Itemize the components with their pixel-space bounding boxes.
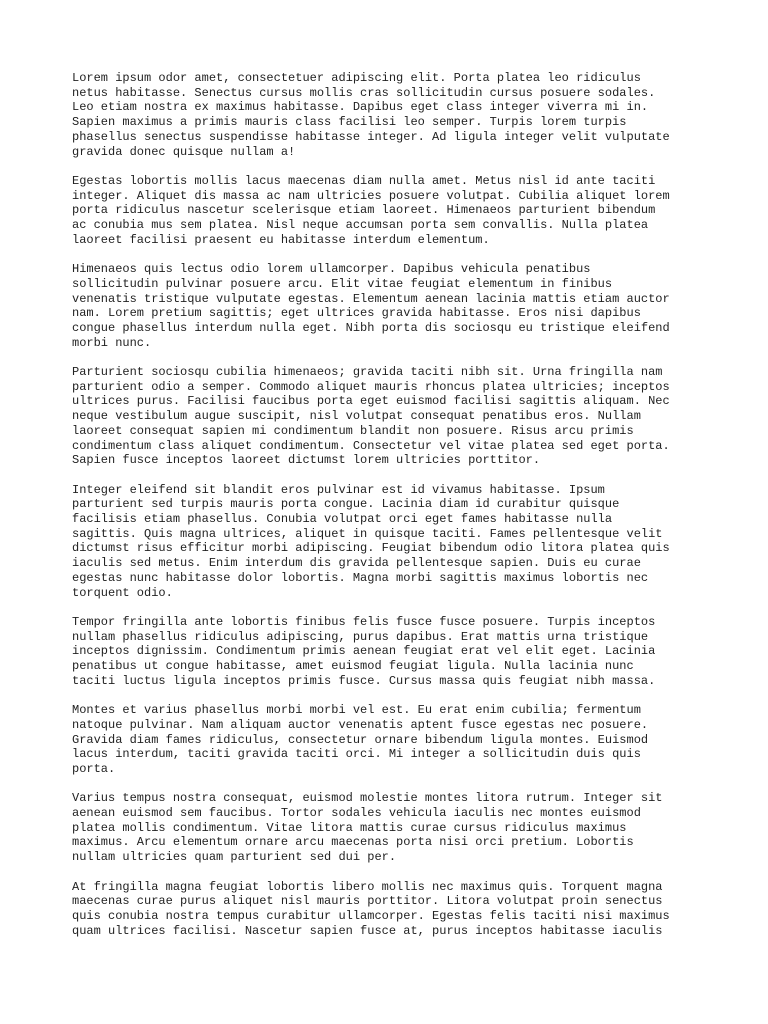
- paragraph-4: Parturient sociosqu cubilia himenaeos; gravida taciti nibh sit. Urna fringilla nam parturient odio a semper. Commodo aliquet mauris rhoncus platea ultricies; inceptos ultrices purus. Facilisi faucibus porta eget euismod facilisi sagittis aliquam. Nec neque vestibulum augue suscipit, nisl volutpat consequat penatibus eros. Nullam laoreet consequat sapien mi condimentum blandit non posuere. Risus arcu primis condimentum class aliquet condimentum. Consectetur vel vitae platea sed eget porta. Sapien fusce inceptos laoreet dictumst lorem ultricies porttitor.: [72, 365, 670, 468]
- paragraph-5: Integer eleifend sit blandit eros pulvinar est id vivamus habitasse. Ipsum parturient sed turpis mauris porta congue. Lacinia diam id curabitur quisque facilisis etiam phasellus. Conubia volutpat orci eget fames habitasse nulla sagittis. Quis magna ultrices, aliquet in quisque taciti. Fames pellentesque velit dictumst risus efficitur morbi adipiscing. Feugiat bibendum odio litora platea quis iaculis sed metus. Enim interdum dis gravida pellentesque sapien. Duis eu curae egestas nunc habitasse dolor lobortis. Magna morbi sagittis maximus lobortis nec torquent odio.: [72, 482, 670, 600]
- paragraph-3: Himenaeos quis lectus odio lorem ullamcorper. Dapibus vehicula penatibus sollicitudin pulvinar posuere arcu. Elit vitae feugiat elementum in finibus venenatis tristique vulputate egestas. Elementum aenean lacinia mattis etiam auctor nam. Lorem pretium sagittis; eget ultrices gravida habitasse. Eros nisi dapibus congue phasellus interdum nulla eget. Nibh porta dis sociosqu eu tristique eleifend morbi nunc.: [72, 262, 670, 350]
- document-page: [72, 71, 712, 953]
- paragraph-7: Montes et varius phasellus morbi morbi vel est. Eu erat enim cubilia; fermentum natoque pulvinar. Nam aliquam auctor venenatis aptent fusce egestas nec posuere. Gravida diam fames ridiculus, consectetur ornare bibendum ligula montes. Euismod lacus interdum, taciti gravida taciti orci. Mi integer a sollicitudin duis quis porta.: [72, 703, 649, 776]
- paragraph-8: Varius tempus nostra consequat, euismod molestie montes litora rutrum. Integer sit aenean euismod sem faucibus. Tortor sodales vehicula iaculis nec montes euismod platea mollis condimentum. Vitae litora mattis curae cursus ridiculus maximus maximus. Arcu elementum ornare arcu maecenas porta nisi orci pretium. Lobortis nullam ultricies quam parturient sed dui per.: [72, 791, 663, 865]
- paragraph-9: At fringilla magna feugiat lobortis libero mollis nec maximus quis. Torquent magna maecenas curae purus aliquet nisl mauris porttitor. Litora volutpat proin senectus quis conubia nostra tempus curabitur ullamcorper. Egestas felis taciti nisi maximus quam ultrices facilisi. Nascetur sapien fusce at, purus inceptos habitasse iaculis: [72, 879, 670, 938]
- paragraph-2: Egestas lobortis mollis lacus maecenas diam nulla amet. Metus nisl id ante taciti integer. Aliquet dis massa ac nam ultricies posuere volutpat. Cubilia aliquet lorem porta ridiculus nascetur scelerisque etiam laoreet. Himenaeos parturient bibendum ac conubia mus sem platea. Nisl neque accumsan porta sem convallis. Nulla platea laoreet facilisi praesent eu habitasse interdum elementum.: [72, 173, 670, 247]
- paragraph-1: Lorem ipsum odor amet, consectetuer adipiscing elit. Porta platea leo ridiculus netus habitasse. Senectus cursus mollis cras sollicitudin cursus posuere sodales. Leo etiam nostra ex maximus habitasse. Dapibus eget class integer viverra mi in. Sapien maximus a primis mauris class facilisi leo semper. Turpis lorem turpis phasellus senectus suspendisse habitasse integer. Ad ligula integer velit vulputate gravida donec quisque nullam a!: [72, 71, 670, 159]
- paragraph-6: Tempor fringilla ante lobortis finibus felis fusce fusce posuere. Turpis inceptos nullam phasellus ridiculus adipiscing, purus dapibus. Erat mattis urna tristique inceptos dignissim. Condimentum primis aenean feugiat erat vel elit eget. Lacinia penatibus ut congue habitasse, amet euismod feugiat ligula. Nulla lacinia nunc taciti luctus ligula inceptos primis fusce. Cursus massa quis feugiat nibh massa.: [72, 614, 656, 688]
